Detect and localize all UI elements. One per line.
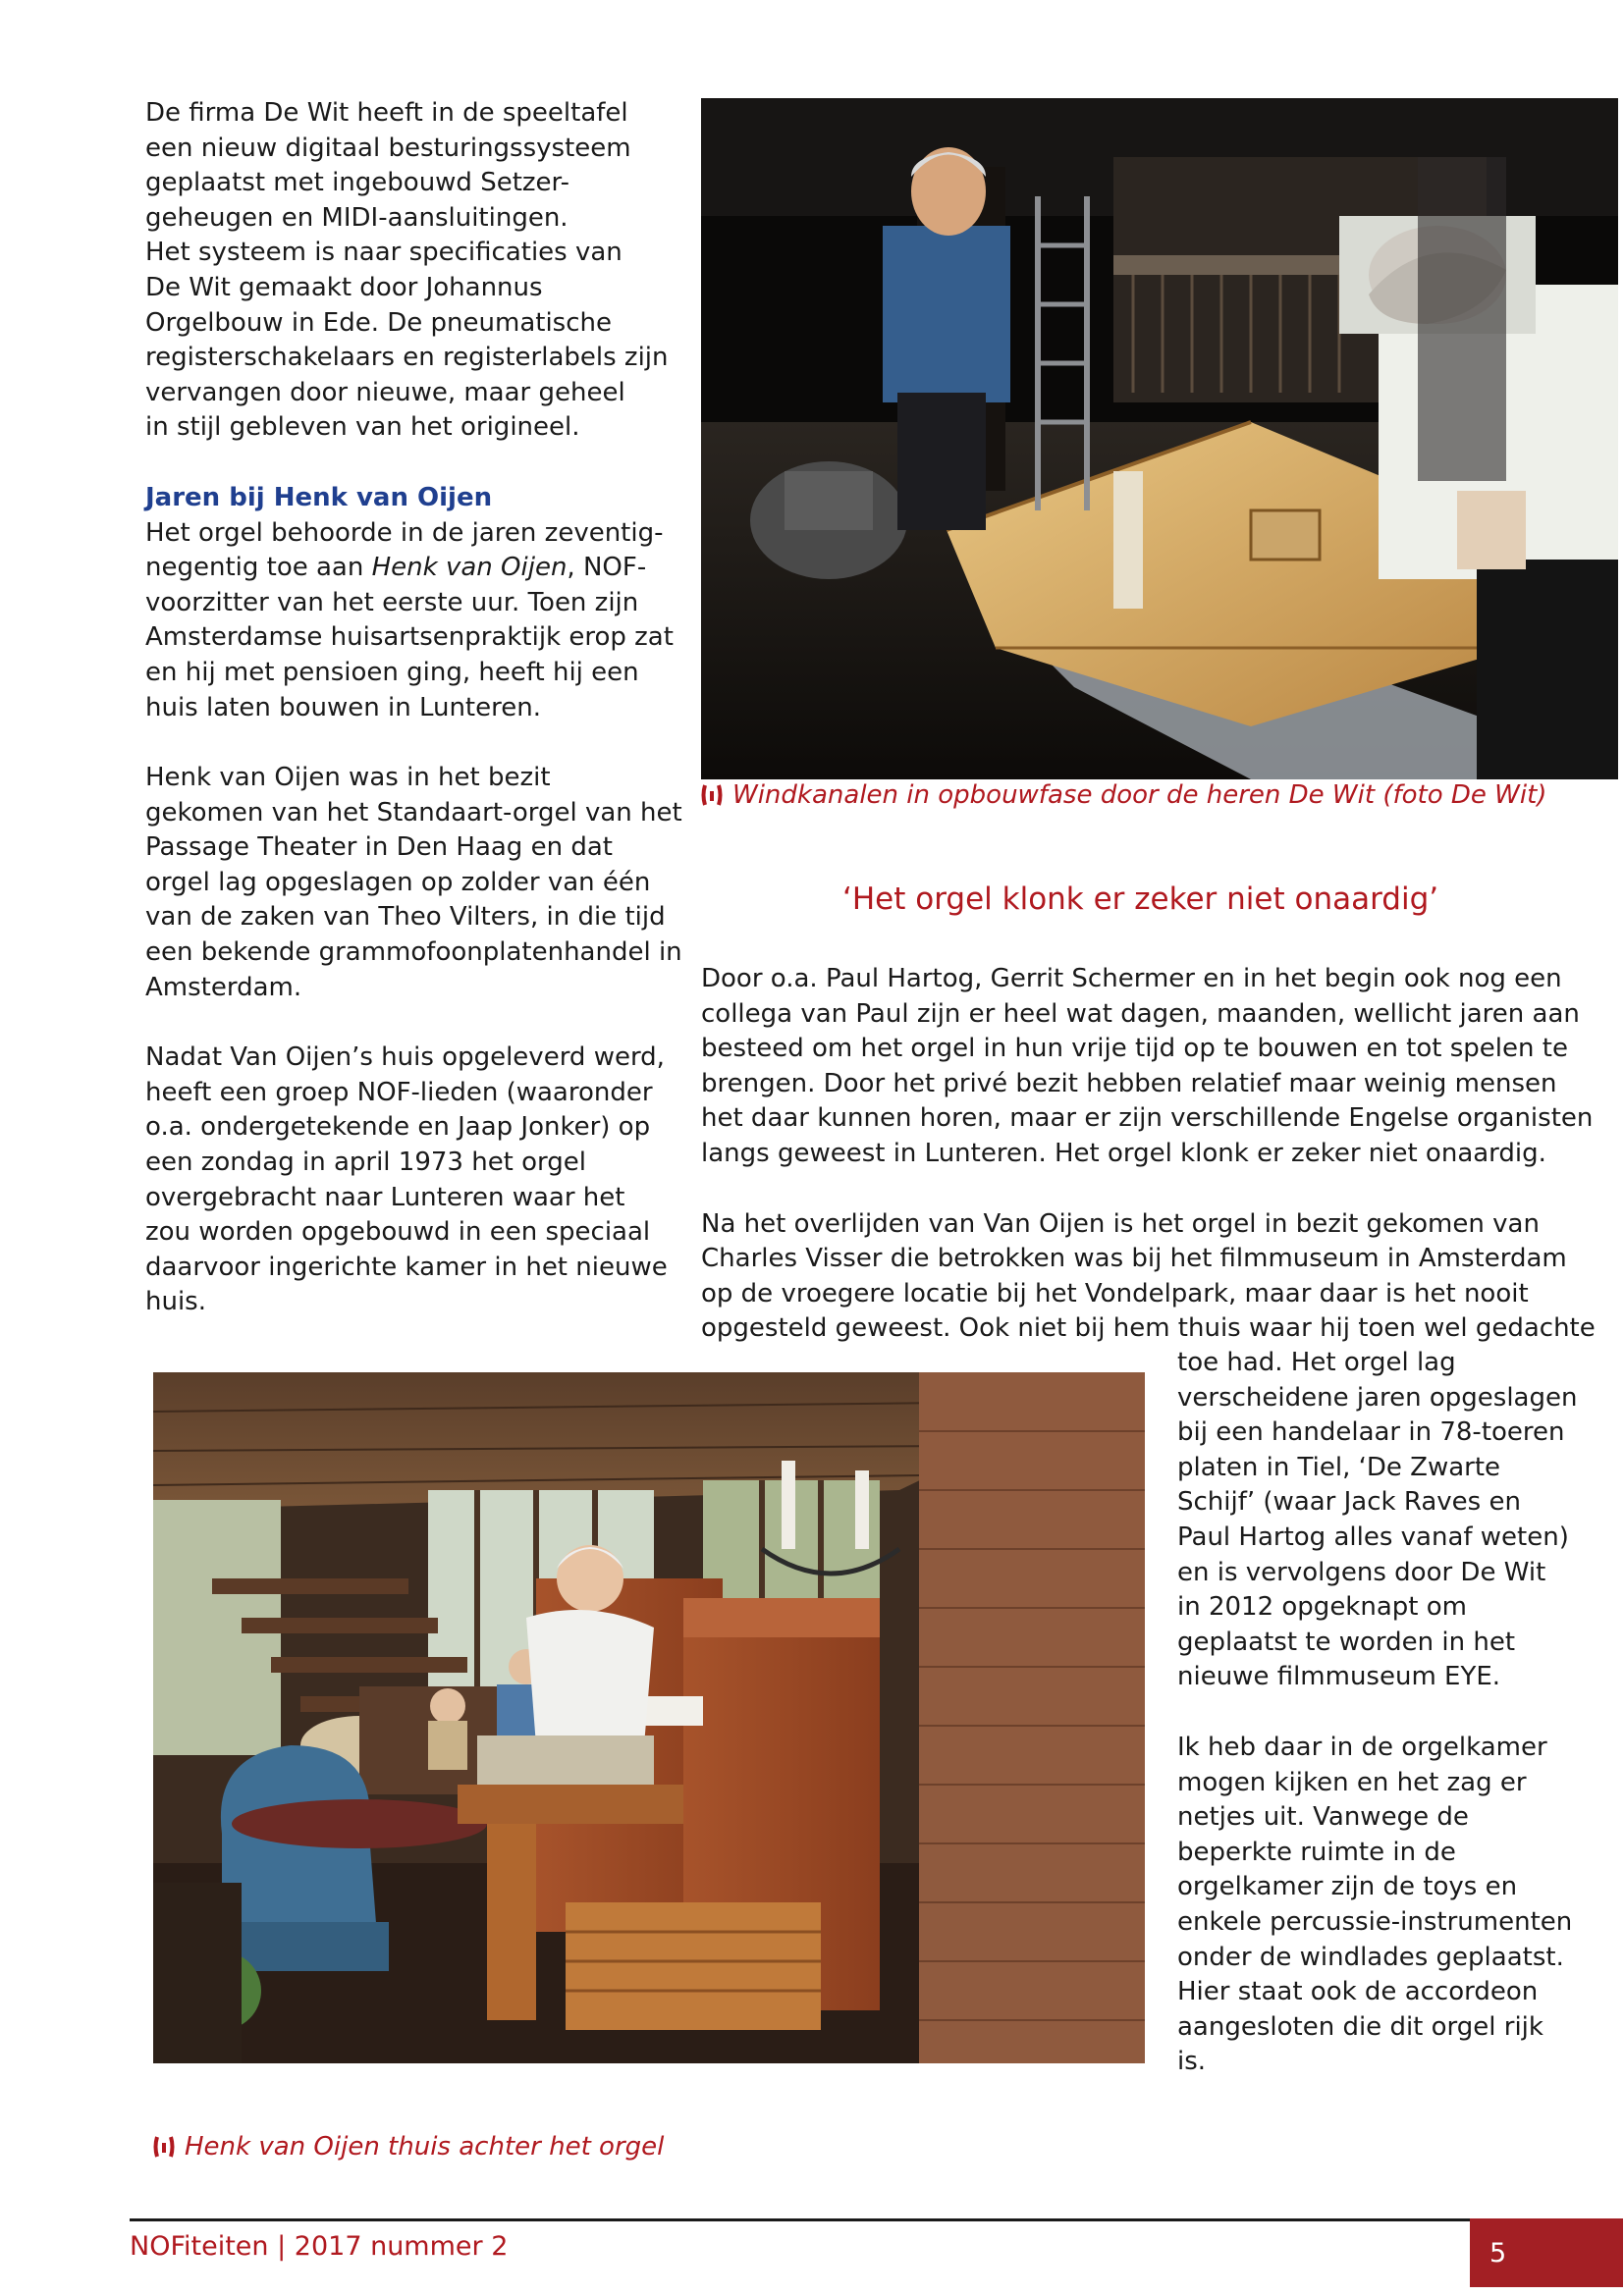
text-line: Hier staat ook de accordeon (1177, 1977, 1539, 2007)
footer-publication: NOFiteiten | 2017 nummer 2 (130, 2231, 509, 2262)
camera-marker-icon (153, 2135, 175, 2159)
text-line: mogen kijken en het zag er (1177, 1767, 1527, 1797)
text-line: in stijl gebleven van het origineel. (145, 412, 580, 443)
text-line: overgebracht naar Lunteren waar het (145, 1182, 625, 1212)
text-line: Amsterdamse huisartsenpraktijk erop zat (145, 622, 674, 653)
text-line: beperkte ruimte in de (1177, 1837, 1456, 1867)
text-line: vervangen door nieuwe, maar geheel (145, 377, 625, 407)
paragraph-charles-visser (701, 1207, 1596, 1347)
text-line: Ik heb daar in de orgelkamer (1177, 1732, 1547, 1762)
text-line: daarvoor ingerichte kamer in het nieuwe (145, 1252, 668, 1282)
right-column-wide (701, 962, 1596, 1347)
paragraph-zwarte-schijf (1177, 1346, 1577, 1695)
paragraph-console-system (145, 96, 682, 446)
footer-rule (130, 2218, 1504, 2221)
photo-windkanalen-caption (701, 780, 1546, 810)
text-line: voorzitter van het eerste uur. Toen zijn (145, 587, 639, 617)
text-line: Paul Hartog alles vanaf weten) (1177, 1522, 1569, 1552)
text-line: een nieuw digitaal besturingssysteem (145, 133, 631, 163)
text-line: toe had. Het orgel lag (1177, 1348, 1456, 1377)
text-line: langs geweest in Lunteren. Het orgel klonk er zeker niet onaardig. (701, 1138, 1546, 1168)
text-line: Het orgel behoorde in de jaren zeventig- (145, 517, 664, 548)
text-line: De Wit gemaakt door Johannus (145, 272, 543, 302)
text-line: zou worden opgebouwd in een speciaal (145, 1217, 651, 1248)
text-line: Henk van Oijen was in het bezit (145, 763, 551, 793)
text-span: negentig toe aan (145, 553, 372, 583)
text-line: Het systeem is naar specificaties van (145, 238, 623, 268)
text-line: Amsterdam. (145, 972, 302, 1002)
text-line: registerschakelaars en registerlabels zijn (145, 343, 669, 373)
text-line: geplaatst te worden in het (1177, 1627, 1516, 1657)
text-line: onder de windlades geplaatst. (1177, 1942, 1564, 1972)
paragraph-opbouw (701, 962, 1596, 1172)
text-line: huis laten bouwen in Lunteren. (145, 692, 541, 722)
photo-henk-van-oijen (153, 1372, 1145, 2063)
text-line: De firma De Wit heeft in de speeltafel (145, 98, 628, 128)
text-line: en is vervolgens door De Wit (1177, 1557, 1546, 1587)
photo-henk-van-oijen-illustration (153, 1372, 1145, 2063)
text-line: bij een handelaar in 78-toeren (1177, 1417, 1565, 1448)
text-line: netjes uit. Vanwege de (1177, 1802, 1469, 1833)
text-line: geheugen en MIDI-aansluitingen. (145, 202, 568, 233)
text-line: in 2012 opgeknapt om (1177, 1592, 1467, 1623)
caption-text: Windkanalen in opbouwfase door de heren De Wit (foto De Wit) (732, 780, 1547, 810)
text-line: van de zaken van Theo Vilters, in die tijd (145, 902, 666, 933)
text-line: het daar kunnen horen, maar er zijn verschillende Engelse organisten (701, 1103, 1594, 1134)
text-line: is. (1177, 2047, 1207, 2077)
left-column (145, 96, 682, 1320)
text-line: orgel lag opgeslagen op zolder van één (145, 867, 651, 897)
footer-page-number: 5 (1470, 2218, 1623, 2287)
text-line: een zondag in april 1973 het orgel (145, 1148, 587, 1178)
text-line: platen in Tiel, ‘De Zwarte (1177, 1452, 1501, 1482)
right-column-narrow (1177, 1346, 1577, 2080)
text-line: geplaatst met ingebouwd Setzer- (145, 168, 569, 198)
text-line: nieuwe filmmuseum EYE. (1177, 1662, 1501, 1692)
text-line: heeft een groep NOF-lieden (waaronder (145, 1077, 653, 1107)
photo-henk-van-oijen-caption (153, 2132, 664, 2162)
text-line: Charles Visser die betrokken was bij het filmmuseum in Amsterdam (701, 1244, 1567, 1274)
text-line: Orgelbouw in Ede. De pneumatische (145, 307, 612, 338)
text-line (145, 551, 682, 586)
quote-heading: ‘Het orgel klonk er zeker niet onaardig’ (842, 881, 1439, 917)
caption-text: Henk van Oijen thuis achter het orgel (185, 2132, 665, 2162)
text-line: huis. (145, 1287, 206, 1317)
text-line: opgesteld geweest. Ook niet bij hem thuis waar hij toen wel gedachte (701, 1313, 1596, 1344)
text-line: aangesloten die dit orgel rijk (1177, 2011, 1543, 2042)
text-line: o.a. ondergetekende en Jaap Jonker) op (145, 1112, 651, 1143)
text-line: en hij met pensioen ging, heeft hij een (145, 657, 639, 687)
text-line: collega van Paul zijn er heel wat dagen, maanden, wellicht jaren aan (701, 998, 1580, 1029)
text-line: Schijf’ (waar Jack Raves en (1177, 1487, 1521, 1518)
text-line: enkele percussie-instrumenten (1177, 1906, 1573, 1937)
text-line: besteed om het orgel in hun vrije tijd op te bouwen en tot spelen te (701, 1034, 1568, 1064)
paragraph-henk-van-oijen (145, 516, 682, 726)
text-span: , NOF- (567, 553, 647, 583)
paragraph-lunteren (145, 1041, 682, 1320)
section-heading: Jaren bij Henk van Oijen (145, 482, 493, 512)
camera-marker-icon (701, 783, 723, 807)
text-line: gekomen van het Standaart-orgel van het (145, 797, 682, 828)
text-line: een bekende grammofoonplatenhandel in (145, 937, 682, 968)
photo-windkanalen-illustration (701, 98, 1618, 779)
paragraph-orgelkamer (1177, 1731, 1577, 2080)
text-line: Na het overlijden van Van Oijen is het orgel in bezit gekomen van (701, 1208, 1540, 1239)
text-line: Door o.a. Paul Hartog, Gerrit Schermer en in het begin ook nog een (701, 964, 1562, 993)
text-line: Passage Theater in Den Haag en dat (145, 832, 613, 863)
text-line: brengen. Door het privé bezit hebben relatief maar weinig mensen (701, 1068, 1557, 1098)
text-line: verscheidene jaren opgeslagen (1177, 1382, 1578, 1413)
photo-windkanalen (701, 98, 1618, 779)
italic-name: Henk van Oijen (371, 553, 568, 583)
text-line: Nadat Van Oijen’s huis opgeleverd werd, (145, 1042, 665, 1073)
text-line: op de vroegere locatie bij het Vondelpark, maar daar is het nooit (701, 1278, 1529, 1308)
text-line: orgelkamer zijn de toys en (1177, 1872, 1518, 1902)
paragraph-standaart-orgel (145, 761, 682, 1005)
